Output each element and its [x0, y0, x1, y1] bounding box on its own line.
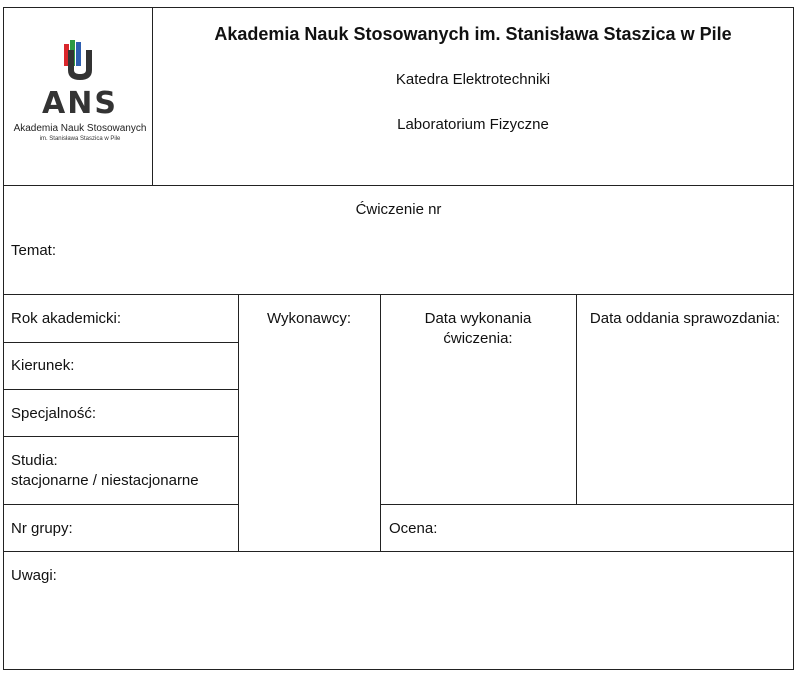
ans-logo-mark-icon — [10, 40, 150, 86]
logo-name: Akademia Nauk Stosowanych — [13, 123, 147, 134]
date-submitted-label: Data oddania sprawozdania: — [589, 310, 781, 327]
row-divider-3 — [3, 436, 239, 437]
academic-year-label: Rok akademicki: — [11, 310, 122, 327]
info-bottom-line — [3, 551, 794, 552]
date-performed-label-line2: ćwiczenia: — [443, 330, 513, 347]
info-col1-divider — [238, 294, 239, 551]
row-divider-1 — [3, 342, 239, 343]
logo-wordmark: ANS — [42, 86, 118, 121]
topic-label: Temat: — [11, 242, 57, 259]
row-divider-4 — [3, 504, 239, 505]
exercise-number-label: Ćwiczenie nr — [355, 201, 442, 218]
header-bottom-line — [3, 185, 794, 186]
date-performed-label: Data wykonania — [424, 310, 532, 327]
studies-label: Studia: — [11, 452, 58, 469]
institution-title: Akademia Nauk Stosowanych im. Stanisława Staszica w Pile — [214, 24, 732, 44]
row-divider-2 — [3, 389, 239, 390]
grade-top-line — [380, 504, 794, 505]
notes-label: Uwagi: — [11, 567, 57, 584]
grade-label: Ocena: — [389, 520, 438, 537]
exercise-bottom-line — [3, 294, 794, 295]
specialty-label: Specjalność: — [11, 405, 97, 422]
department-name: Katedra Elektrotechniki — [395, 71, 551, 88]
performers-label: Wykonawcy: — [266, 310, 352, 327]
field-of-study-label: Kierunek: — [11, 357, 75, 374]
logo-subname: im. Stanisława Staszica w Pile — [39, 136, 121, 142]
studies-mode-label: stacjonarne / niestacjonarne — [11, 472, 199, 489]
ans-logo — [10, 40, 150, 150]
group-number-label: Nr grupy: — [11, 520, 73, 537]
laboratory-name: Laboratorium Fizyczne — [397, 116, 549, 133]
